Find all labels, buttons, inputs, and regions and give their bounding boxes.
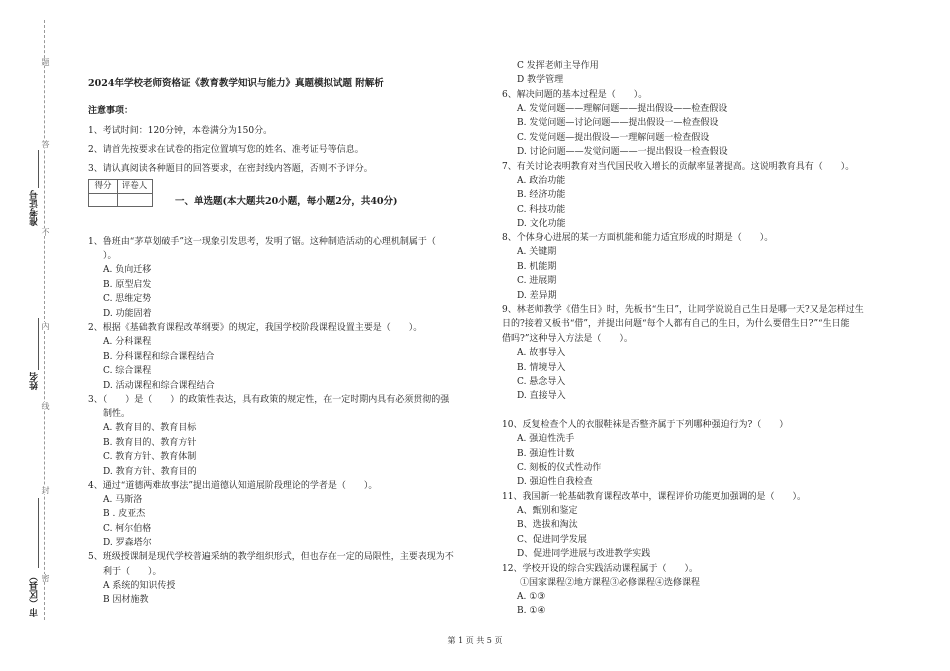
option-line: A. 分科课程 xyxy=(103,337,152,347)
option-line: C. 悬念导入 xyxy=(517,377,566,387)
option-line: A. ①③ xyxy=(517,592,546,602)
option-line: B. 教育目的、教育方针 xyxy=(103,438,197,448)
option-line: A. 故事导入 xyxy=(517,348,566,358)
option-line: 利于（ ）。 xyxy=(103,567,162,577)
option-line: D. 直接导入 xyxy=(517,391,566,401)
notice-item: 1、考试时间：120分钟，本卷满分为150分。 xyxy=(88,126,273,136)
option-line: C. 教育方针、教育体制 xyxy=(103,452,197,462)
option-line: D、促进同学进展与改进教学实践 xyxy=(517,549,651,559)
question-line: 11、我国新一轮基础教育课程改革中，课程评价功能更加强调的是（ ）。 xyxy=(502,492,806,502)
district-line xyxy=(38,498,39,568)
notice-heading: 注意事项： xyxy=(88,106,134,116)
option-line: C. 综合课程 xyxy=(103,366,152,376)
grader-label: 评卷人 xyxy=(121,181,148,191)
option-line: D. 功能固着 xyxy=(103,309,152,319)
option-line: C. 发觉问题—提出假设—一理解问题一检查假设 xyxy=(517,133,710,143)
option-line: A. 政治功能 xyxy=(517,176,566,186)
option-line: B. 情境导入 xyxy=(517,363,566,373)
option-line: B 因材施教 xyxy=(103,595,149,605)
option-line: C. 柯尔伯格 xyxy=(103,524,152,534)
option-line: C、促进同学发展 xyxy=(517,535,587,545)
question-line: 借吗?”这种导入方法是（ ）。 xyxy=(502,334,633,344)
name-label: 姓名 xyxy=(30,372,40,390)
question-line: 8、个体身心进展的某一方面机能和能力适宜形成的时期是（ ）。 xyxy=(502,233,774,243)
exam-title: 2024年学校老师资格证《教育教学知识与能力》真题模拟试题 附解析 xyxy=(88,78,384,89)
question-line: 4、通过“道德两难故事法”提出道德认知道展阶段理论的学者是（ ）。 xyxy=(88,481,378,491)
option-line: B . 皮亚杰 xyxy=(103,509,146,519)
option-line: 制性。 xyxy=(103,409,131,419)
question-line: 2、根据《基础教育课程改革纲要》的规定，我国学校阶段课程设置主要是（ ）。 xyxy=(88,323,423,333)
cut-mark: 不 xyxy=(41,228,50,236)
question-line: 1、鲁班由“茅草划破手”这一现象引发思考，发明了锯。这种制造活动的心理机制属于（ xyxy=(88,237,436,247)
option-line: B. 经济功能 xyxy=(517,190,566,200)
cut-mark: 封 xyxy=(41,486,50,494)
option-line: D. 教育方针、教育目的 xyxy=(103,467,197,477)
option-line: ①国家课程②地方课程③必修课程④选修课程 xyxy=(520,578,701,588)
option-line: C. 思维定势 xyxy=(103,294,152,304)
option-line: A. 马斯洛 xyxy=(103,495,143,505)
score-box xyxy=(88,179,153,207)
option-line: D. 强迫性自我检查 xyxy=(517,477,593,487)
question-line: 5、班级授课制是现代学校普遍采纳的教学组织形式，但也存在一定的局限性，主要表现为不 xyxy=(88,552,454,562)
option-line: B、选拔和淘汰 xyxy=(517,520,578,530)
option-line: B. 发觉问题—讨论问题——提出假设一—检查假设 xyxy=(517,118,719,128)
cut-mark: 题 xyxy=(41,58,50,66)
option-line: A 系统的知识传授 xyxy=(103,581,176,591)
option-line: ）。 xyxy=(103,251,117,261)
score-box-divider xyxy=(117,180,118,206)
notice-item: 2、请首先按要求在试卷的指定位置填写您的姓名、准考证号等信息。 xyxy=(88,145,364,155)
option-line: D. 活动课程和综合课程结合 xyxy=(103,381,215,391)
exam-number-line xyxy=(38,150,39,188)
question-line: 10、反复检查个人的衣服鞋袜是否整齐属于下列哪种强迫行为?（ ） xyxy=(502,420,789,430)
district-label: 市（区县） xyxy=(30,572,40,617)
cut-mark: 线 xyxy=(41,402,50,410)
option-line: B. 分科课程和综合课程结合 xyxy=(103,352,215,362)
option-line: B. 强迫性计数 xyxy=(517,449,575,459)
score-label: 得分 xyxy=(94,181,112,191)
question-line: 12、学校开设的综合实践活动课程属于（ ）。 xyxy=(502,564,698,574)
cut-mark: 答 xyxy=(41,140,50,148)
name-line xyxy=(38,318,39,370)
question-line: 9、林老师教学《借生日》时，先板书“生日”，让同学说说自己生日是哪一天?又是怎样过生 xyxy=(502,305,864,315)
cut-mark: 内 xyxy=(41,322,50,330)
binding-margin xyxy=(0,0,70,671)
option-line: C. 进展期 xyxy=(517,276,557,286)
exam-number-label: 准考证号 xyxy=(30,190,40,226)
cut-mark: 密 xyxy=(41,574,50,582)
question-line: 7、有关讨论表明教育对当代国民收入增长的贡献率显著提高。这说明教育具有（ ）。 xyxy=(502,162,855,172)
seal-cut-line xyxy=(44,20,45,620)
question-line: 3、（ ）是（ ）的政策性表达，具有政策的规定性，在一定时期内具有必须贯彻的强 xyxy=(88,395,450,405)
question-line: 日的?接着又板书“借”，并提出问题“每个人都有自己的生日，为什么要借生日?”“生日能 xyxy=(502,319,850,329)
option-line: C. 刻板的仪式性动作 xyxy=(517,463,602,473)
score-box-divider xyxy=(89,193,152,194)
option-line: D. 讨论问题——发觉问题——一提出假设一检查假设 xyxy=(517,147,728,157)
question-line: 6、解决问题的基本过程是（ ）。 xyxy=(502,90,648,100)
option-line: B. 机能期 xyxy=(517,262,557,272)
option-line: D 教学管理 xyxy=(517,75,564,85)
option-line: A. 发觉问题——理解问题——提出假设——检查假设 xyxy=(517,104,728,114)
option-line: A. 关键期 xyxy=(517,247,557,257)
option-line: D. 罗森塔尔 xyxy=(103,538,152,548)
option-line: B. 原型启发 xyxy=(103,280,152,290)
page-footer: 第 1 页 共 5 页 xyxy=(447,636,503,645)
option-line: A. 负向迁移 xyxy=(103,265,152,275)
option-line: D. 差异期 xyxy=(517,291,557,301)
section-heading: 一、单选题(本大题共20小题，每小题2分，共40分) xyxy=(175,196,398,207)
option-line: D. 文化功能 xyxy=(517,219,566,229)
option-line: C 发挥老师主导作用 xyxy=(517,61,599,71)
option-line: C. 科技功能 xyxy=(517,205,566,215)
option-line: A. 教育目的、教育目标 xyxy=(103,423,197,433)
notice-item: 3、请认真阅读各种题目的回答要求，在密封线内答题，否则不予评分。 xyxy=(88,164,373,174)
option-line: B. ①④ xyxy=(517,606,546,616)
option-line: A、甄别和鉴定 xyxy=(517,506,578,516)
option-line: A. 强迫性洗手 xyxy=(517,434,575,444)
